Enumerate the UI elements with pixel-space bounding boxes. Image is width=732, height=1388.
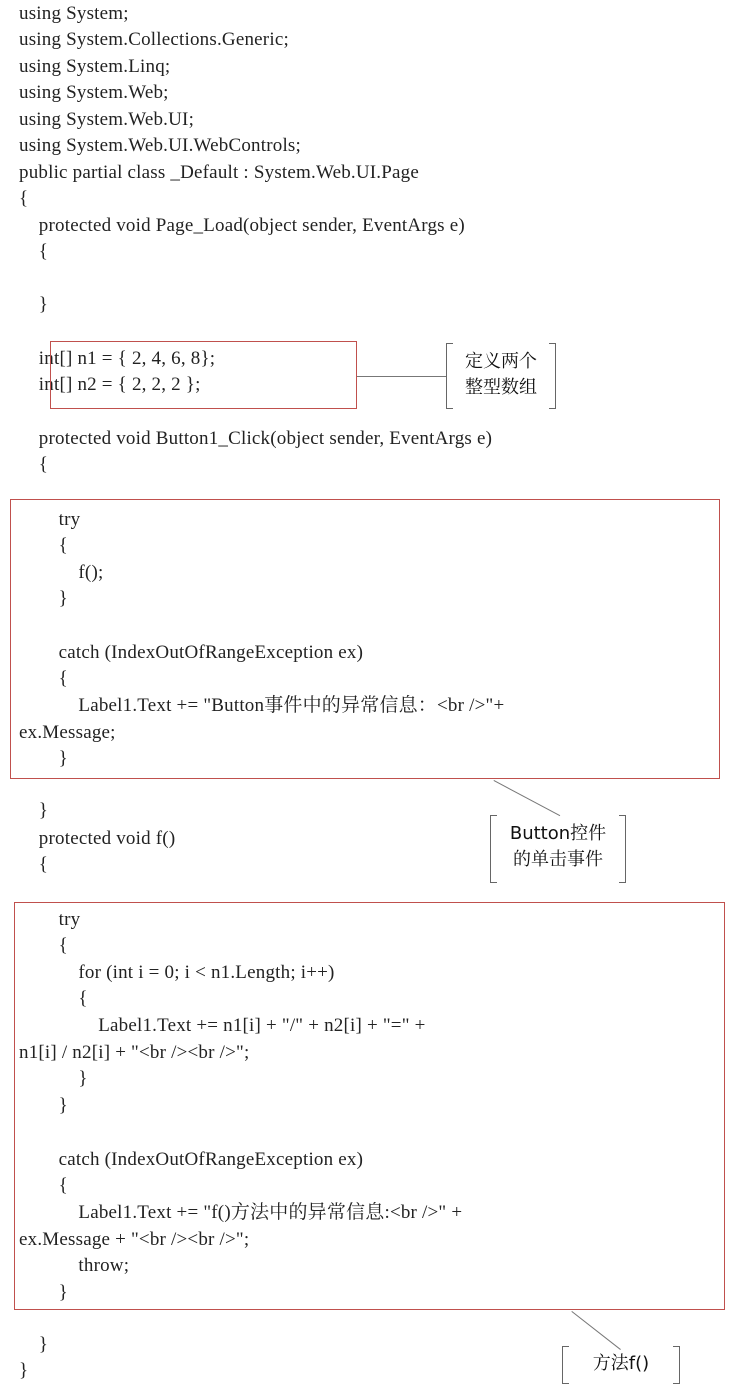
code-line: protected void Button1_Click(object sender, EventArgs e)	[19, 428, 493, 449]
code-line: Label1.Text += "f()方法中的异常信息:<br />" +	[19, 1202, 463, 1223]
code-line: f();	[19, 562, 104, 583]
code-line: }	[19, 1334, 49, 1355]
callout-line: 方法f()	[592, 1353, 650, 1374]
code-line: protected void Page_Load(object sender, EventArgs e)	[19, 215, 465, 236]
code-line: {	[19, 988, 88, 1009]
code-line: using System.Web;	[19, 82, 169, 103]
code-line: {	[19, 454, 49, 475]
code-line: {	[19, 668, 68, 689]
code-line: try	[19, 509, 81, 530]
button-leader-line	[494, 780, 561, 816]
code-line: ex.Message + "<br /><br />";	[19, 1229, 250, 1250]
bracket-right	[619, 815, 626, 883]
code-line: int[] n2 = { 2, 2, 2 };	[19, 374, 201, 395]
code-line: {	[19, 1175, 68, 1196]
code-line: using System;	[19, 3, 129, 24]
array-declaration-frame	[50, 341, 357, 409]
code-line: using System.Web.UI.WebControls;	[19, 135, 301, 156]
code-line: try	[19, 909, 81, 930]
arrays-leader-line	[357, 376, 447, 377]
code-line: ex.Message;	[19, 722, 116, 743]
code-line: {	[19, 535, 68, 556]
method-f-callout	[562, 1346, 680, 1384]
bracket-left	[562, 1346, 569, 1384]
code-line: int[] n1 = { 2, 4, 6, 8};	[19, 348, 216, 369]
code-line: protected void f()	[19, 828, 176, 849]
code-line: {	[19, 854, 49, 875]
code-line: }	[19, 1282, 68, 1303]
bracket-right	[673, 1346, 680, 1384]
callout-line: 整型数组	[465, 377, 537, 398]
code-line: catch (IndexOutOfRangeException ex)	[19, 1149, 364, 1170]
code-line: {	[19, 241, 49, 262]
code-line: }	[19, 748, 68, 769]
method-f-frame	[14, 902, 725, 1310]
bracket-left	[446, 343, 453, 409]
code-line: throw;	[19, 1255, 130, 1276]
code-line: using System.Linq;	[19, 56, 171, 77]
code-line: }	[19, 1360, 29, 1381]
code-line: n1[i] / n2[i] + "<br /><br />";	[19, 1042, 250, 1063]
code-line: {	[19, 935, 68, 956]
code-line: Label1.Text += "Button事件中的异常信息：<br />"+	[19, 695, 505, 716]
code-line: }	[19, 588, 68, 609]
code-line: }	[19, 1095, 68, 1116]
code-line: catch (IndexOutOfRangeException ex)	[19, 642, 364, 663]
code-line: }	[19, 294, 49, 315]
arrays-callout	[446, 343, 556, 409]
code-line: Label1.Text += n1[i] + "/" + n2[i] + "=" +	[19, 1015, 426, 1036]
code-line: }	[19, 1068, 88, 1089]
code-line: }	[19, 800, 49, 821]
bracket-right	[549, 343, 556, 409]
code-line: using System.Web.UI;	[19, 109, 195, 130]
code-line: public partial class _Default : System.Web.UI.Page	[19, 162, 419, 183]
callout-line: 定义两个	[465, 351, 537, 372]
callout-line: 的单击事件	[513, 849, 603, 870]
method-leader-line	[571, 1311, 620, 1350]
code-line: {	[19, 188, 29, 209]
code-line: for (int i = 0; i < n1.Length; i++)	[19, 962, 335, 983]
code-line: using System.Collections.Generic;	[19, 29, 289, 50]
button-click-frame	[10, 499, 720, 779]
button-event-callout	[490, 815, 626, 883]
bracket-left	[490, 815, 497, 883]
callout-line: Button控件	[509, 823, 607, 844]
